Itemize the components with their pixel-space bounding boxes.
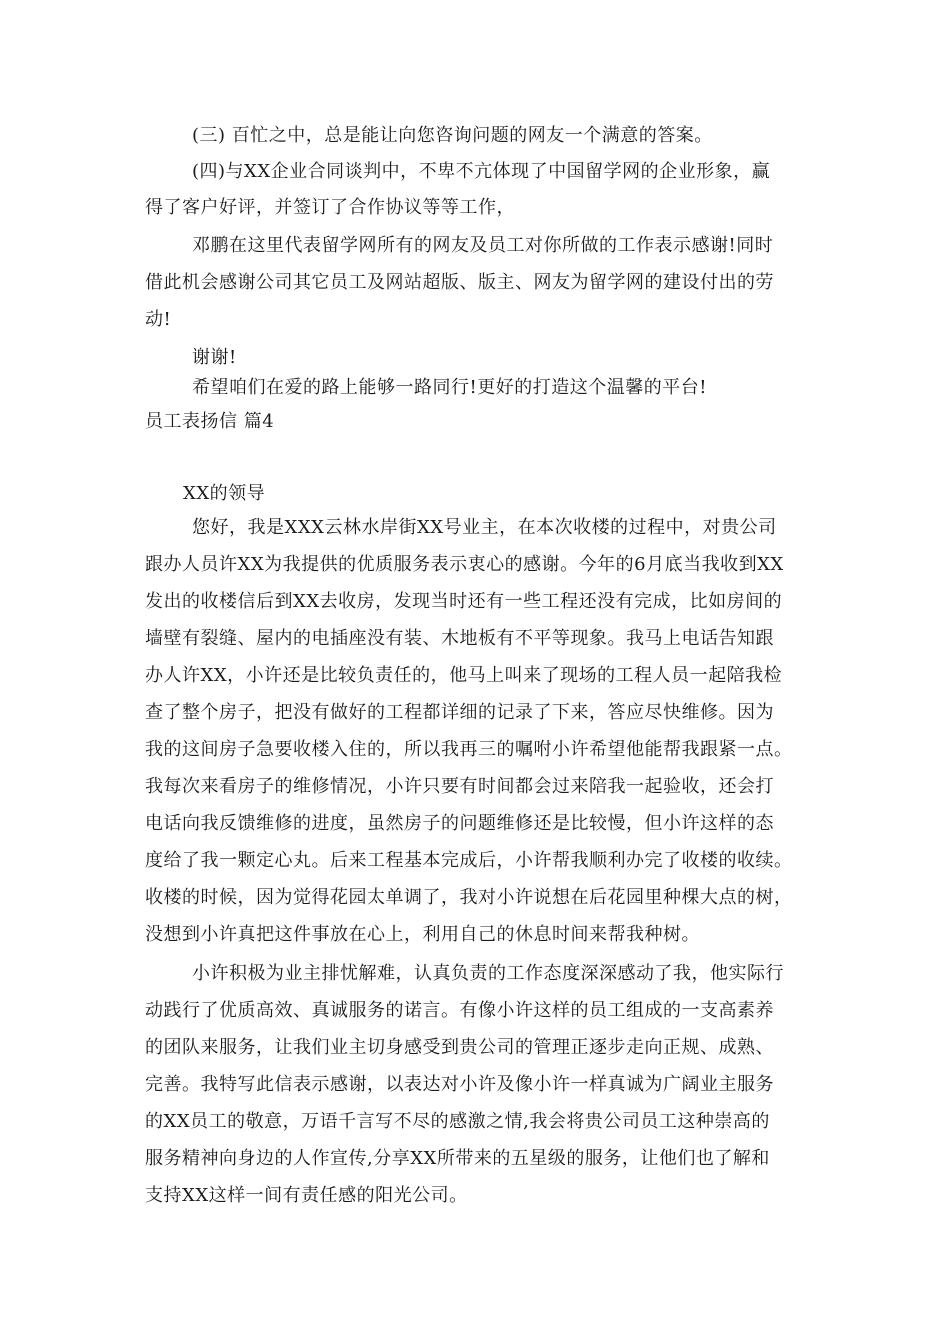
paragraph-line: 办人许XX，小许还是比较负责任的，他马上叫来了现场的工程人员一起陪我检	[145, 665, 783, 686]
paragraph-line: 借此机会感谢公司其它员工及网站超版、版主、网友为留学网的建设付出的劳	[145, 272, 774, 293]
paragraph-line: 墙壁有裂缝、屋内的电插座没有装、木地板有不平等现象。我马上电话告知跟	[145, 628, 774, 649]
paragraph-line: 谢谢!	[192, 347, 237, 368]
paragraph-line: 得了客户好评，并签订了合作协议等等工作，	[145, 197, 515, 218]
paragraph-line: 支持XX这样一间有责任感的阳光公司。	[145, 1185, 468, 1206]
paragraph-line: 的团队来服务，让我们业主切身感受到贵公司的管理正逐步走向正规、成熟、	[145, 1037, 774, 1058]
paragraph-line: 服务精神向身边的人作宣传,分享XX所带来的五星级的服务，让他们也了解和	[145, 1148, 770, 1169]
paragraph-line: 收楼的时候，因为觉得花园太单调了，我对小许说想在后花园里种棵大点的树，	[145, 887, 793, 908]
paragraph-line: 没想到小许真把这件事放在心上，利用自己的休息时间来帮我种树。	[145, 924, 700, 945]
paragraph-line: 小许积极为业主排忧解难，认真负责的工作态度深深感动了我，他实际行	[192, 963, 784, 984]
paragraph-line: 动践行了优质高效、真诚服务的诺言。有像小许这样的员工组成的一支高素养	[145, 1000, 774, 1021]
paragraph-line: 邓鹏在这里代表留学网所有的网友及员工对你所做的工作表示感谢!同时	[192, 235, 774, 256]
paragraph-line: 希望咱们在爱的路上能够一路同行!更好的打造这个温馨的平台!	[192, 377, 707, 398]
paragraph-line: 电话向我反馈维修的进度，虽然房子的问题维修还是比较慢，但小许这样的态	[145, 813, 774, 834]
paragraph-line: (四)与XX企业合同谈判中，不卑不亢体现了中国留学网的企业形象，赢	[192, 161, 771, 182]
paragraph-line: 发出的收楼信后到XX去收房，发现当时还有一些工程还没有完成，比如房间的	[145, 591, 783, 612]
section-heading: 员工表扬信 篇4	[145, 411, 275, 432]
paragraph-line: 我每次来看房子的维修情况，小许只要有时间都会过来陪我一起验收，还会打	[145, 776, 774, 797]
letter-salutation: XX的领导	[183, 483, 266, 504]
paragraph-line: 我的这间房子急要收楼入住的，所以我再三的嘱咐小许希望他能帮我跟紧一点。	[145, 739, 793, 760]
paragraph-line: 跟办人员许XX为我提供的优质服务表示衷心的感谢。今年的6月底当我收到XX	[145, 554, 784, 575]
paragraph-line: 查了整个房子，把没有做好的工程都详细的记录了下来，答应尽快维修。因为	[145, 702, 774, 723]
paragraph-line: (三) 百忙之中，总是能让向您咨询问题的网友一个满意的答案。	[192, 125, 713, 146]
paragraph-line: 完善。我特写此信表示感谢，以表达对小许及像小许一样真诚为广阔业主服务	[145, 1074, 774, 1095]
paragraph-line: 度给了我一颗定心丸。后来工程基本完成后，小许帮我顺利办完了收楼的收续。	[145, 850, 793, 871]
paragraph-line: 的XX员工的敬意，万语千言写不尽的感激之情,我会将贵公司员工这种崇高的	[145, 1111, 770, 1132]
paragraph-line: 动!	[145, 309, 172, 330]
paragraph-line: 您好，我是XXX云林水岸街XX号业主，在本次收楼的过程中，对贵公司	[192, 517, 777, 538]
